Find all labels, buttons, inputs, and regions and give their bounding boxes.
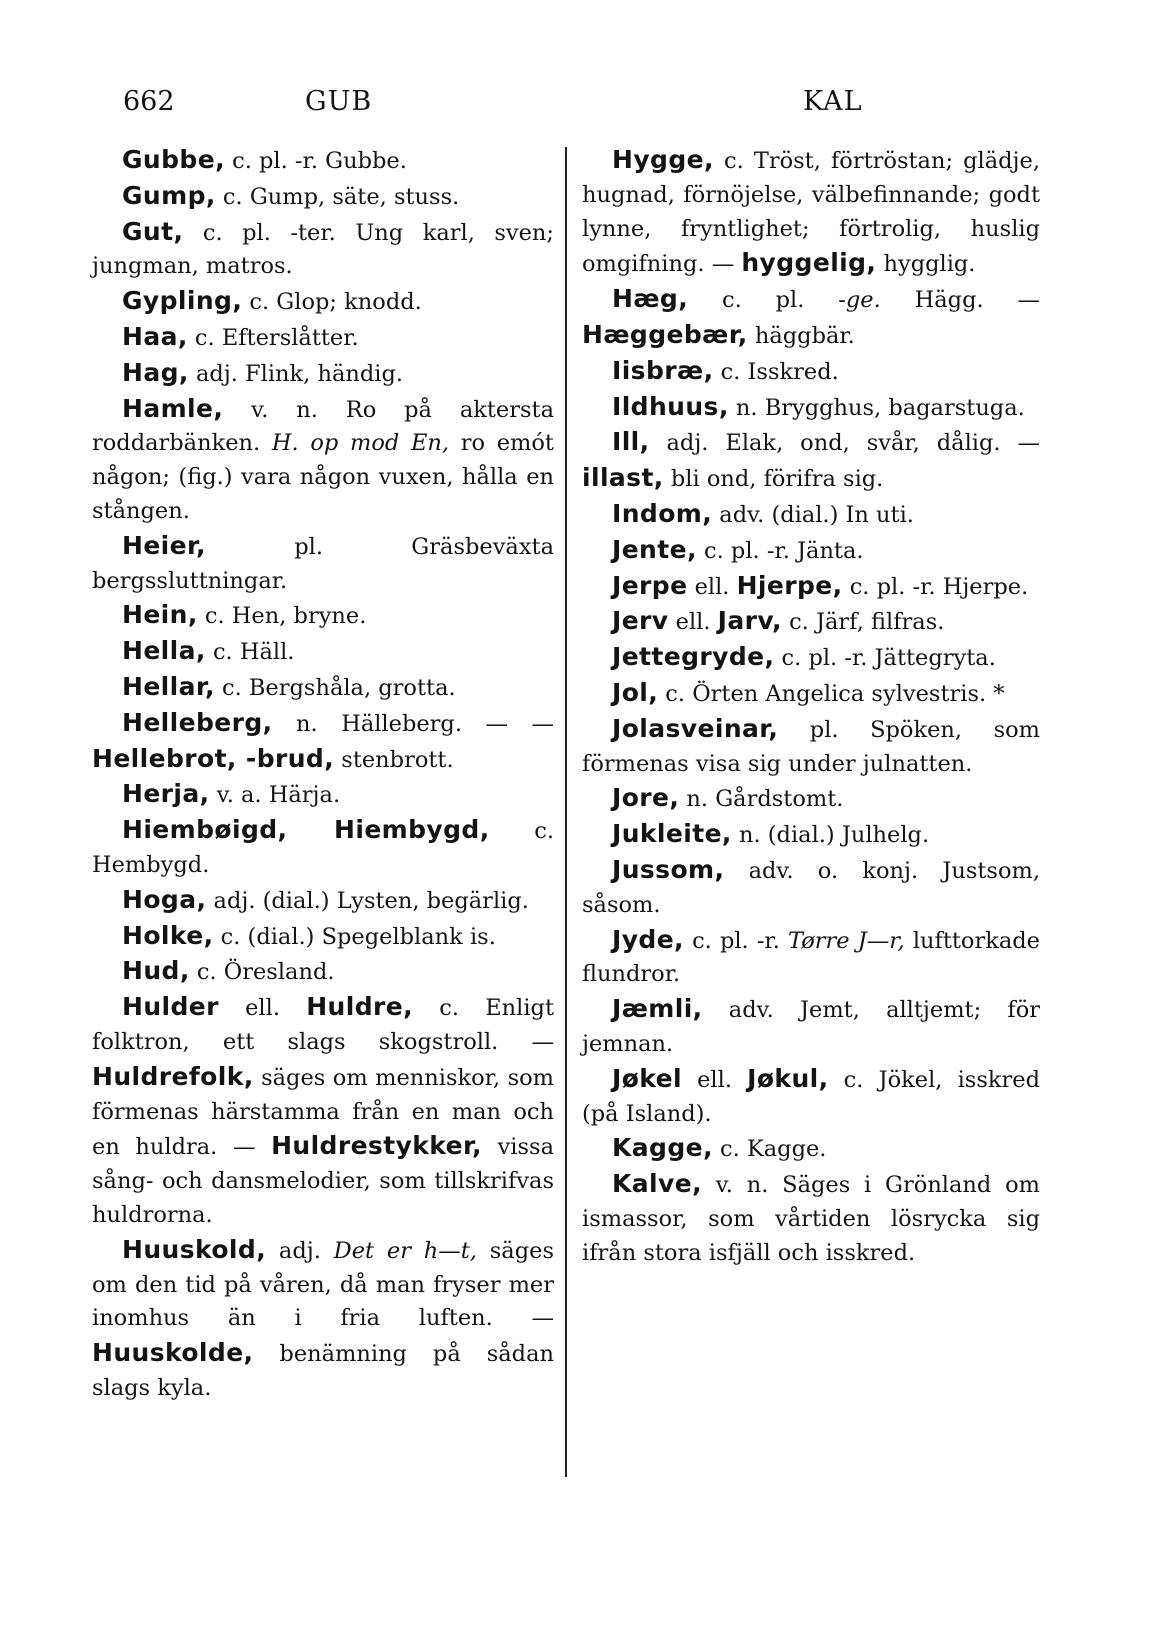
definition-text: c. pl. -r. Gubbe. (224, 148, 407, 174)
headword: Jolasveinar, (612, 713, 779, 743)
definition-text: c. Isskred. (713, 358, 839, 385)
dictionary-entry (582, 853, 1040, 923)
headword: Gubbe, (122, 145, 225, 174)
example-phrase: Det er h—t, (333, 1237, 477, 1264)
headword: Herja, (122, 779, 210, 809)
definition-text: c. Järf, filfras. (781, 609, 945, 636)
definition-text: adj. Flink, händig. (188, 360, 404, 387)
dictionary-entry (92, 670, 554, 706)
headword: Gypling, (122, 286, 243, 316)
dictionary-entry (582, 390, 1040, 426)
definition-text: n. Gårdstomt. (679, 786, 844, 813)
dictionary-entry (582, 569, 1040, 605)
dictionary-entry (92, 777, 554, 813)
definition-text: c. pl. -ter. Ung karl, sven; jungman, matros. (92, 219, 554, 280)
headword: Ildhuus, (612, 391, 729, 421)
headword: Jussom, (612, 854, 725, 884)
dictionary-entry (92, 919, 554, 955)
definition-text: pl. Gräsbeväxta bergssluttningar. (92, 533, 554, 594)
definition-text: pl. Spöken, som förmenas visa sig under julnatten. (582, 716, 1040, 777)
dictionary-entry (582, 497, 1040, 533)
headword: Jol, (612, 677, 659, 707)
headword: Huuskold, (122, 1234, 267, 1264)
definition-text: ell. (681, 1066, 748, 1093)
headword: Gump, (122, 180, 216, 210)
definition-text: adv. o. konj. Justsom, såsom. (582, 857, 1040, 918)
headword: Huuskolde, (92, 1338, 254, 1368)
headword: Jøkul, (747, 1063, 829, 1093)
definition-text: c. Glop; knodd. (242, 289, 422, 316)
example-phrase: -ge. (838, 287, 881, 314)
definition-text: c. Enligt folktron, ett slags skogstroll. — (92, 995, 554, 1055)
definition-text: häggbär. (747, 322, 855, 349)
dictionary-entry (582, 640, 1040, 676)
definition-text: c. Örten Angelica sylvestris. * (658, 680, 1005, 707)
headword: Holke, (122, 920, 214, 950)
dictionary-entry (582, 712, 1040, 782)
definition-text: adj. (dial.) Lysten, begärlig. (206, 887, 529, 914)
dictionary-entry (582, 425, 1040, 497)
headword: Hæggebær, (582, 319, 748, 349)
headword: Hæg, (612, 284, 689, 314)
page-header (0, 86, 1152, 126)
headword: Kagge, (612, 1133, 713, 1163)
page-number: 662 (123, 86, 175, 117)
headword: Hellar, (122, 671, 215, 701)
definition-text: c. Bergshåla, grotta. (214, 674, 456, 701)
definition-text: v. n. Säges i Grönland om ismassor, som vårtiden lösrycka sig ifrån stora isfjäll och isskred. (582, 1172, 1040, 1266)
dictionary-entry (582, 676, 1040, 712)
headword: Huldrestykker, (271, 1131, 482, 1161)
headword: Indom, (612, 498, 713, 528)
headword: Hygge, (612, 145, 714, 174)
headword: Jæmli, (612, 994, 703, 1024)
headword: Hag, (122, 357, 189, 387)
headword: Jerv (612, 606, 669, 636)
definition-text: adj. Elak, ond, svår, dålig. — (649, 430, 1040, 457)
right-column (582, 143, 1040, 1271)
example-phrase: Tørre J—r, (787, 927, 905, 954)
headword: Gut, (122, 216, 184, 246)
headword: Helleberg, (122, 707, 273, 737)
definition-text: c. (dial.) Spegelblank is. (213, 923, 496, 950)
definition-text: v. a. Härja. (209, 782, 341, 809)
right-guideword: KAL (803, 86, 863, 117)
dictionary-entry (582, 1167, 1040, 1270)
headword: Haa, (122, 321, 188, 351)
dictionary-entry (582, 1062, 1040, 1132)
definition-text: c. Hembygd. (92, 818, 555, 878)
definition-text: ell. (687, 573, 737, 600)
definition-text: säges om den tid på våren, då man fryser mer inomhus än i fria luften. — (92, 1237, 554, 1332)
dictionary-entry (92, 320, 554, 356)
headword: Jerpe (612, 570, 688, 600)
dictionary-entry (92, 883, 554, 919)
headword: Hein, (122, 600, 198, 630)
dictionary-entry (92, 392, 554, 529)
definition-text: stenbrott. (334, 746, 454, 773)
headword: Kalve, (612, 1169, 702, 1199)
dictionary-entry (92, 529, 554, 599)
definition-text: c. Öresland. (189, 959, 335, 986)
dictionary-entry (92, 598, 554, 634)
dictionary-entry (92, 634, 554, 670)
headword: Hellebrot, -brud, (92, 743, 335, 773)
definition-text: c. Jökel, isskred (på Island). (582, 1066, 1040, 1127)
dictionary-entry (92, 356, 554, 392)
definition-text: v. n. Ro på aktersta roddarbänken. (92, 396, 554, 457)
definition-text: Hägg. — (880, 287, 1040, 314)
dictionary-entry (92, 706, 554, 778)
headword: Jøkel (612, 1063, 682, 1093)
headword: Jyde, (612, 924, 684, 954)
headword: Ill, (612, 427, 650, 457)
definition-text: ell. (218, 995, 307, 1022)
headword: Jukleite, (612, 819, 732, 849)
definition-text: c. pl. (688, 287, 839, 314)
dictionary-entry (582, 992, 1040, 1062)
headword: Huldrefolk, (92, 1061, 254, 1091)
headword: Hoga, (122, 884, 207, 914)
definition-text: c. pl. -r. Jättegryta. (774, 645, 996, 672)
dictionary-entry (92, 215, 554, 285)
definition-text: adv. (dial.) In uti. (712, 501, 914, 528)
definition-text: c. pl. -r. Hjerpe. (842, 573, 1029, 600)
headword: Hiembøigd, Hiembygd, (122, 815, 490, 845)
dictionary-entry (582, 604, 1040, 640)
headword: Hjerpe, (736, 570, 843, 600)
headword: Hulder (122, 992, 219, 1022)
column-divider (565, 147, 567, 1477)
headword: hyggelig, (741, 248, 877, 278)
left-guideword: GUB (305, 86, 373, 117)
definition-text: adj. (266, 1237, 334, 1264)
headword: Iisbræ, (612, 355, 714, 385)
dictionary-entry (92, 284, 554, 320)
definition-text: c. Kagge. (712, 1136, 827, 1163)
definition-text: c. Efterslåtter. (187, 324, 359, 351)
definition-text: ell. (668, 609, 718, 636)
definition-text: hygglig. (876, 251, 976, 278)
definition-text: ro emót någon; (fig.) vara någon vuxen, hålla en stången. (92, 430, 554, 524)
headword: Jarv, (717, 606, 782, 636)
definition-text: benämning på sådan slags kyla. (92, 1341, 554, 1401)
dictionary-entry (92, 143, 554, 179)
dictionary-entry (92, 990, 554, 1233)
dictionary-entry (92, 1233, 554, 1406)
left-column (92, 143, 554, 1406)
definition-text: n. Brygghus, bagarstuga. (728, 394, 1025, 421)
dictionary-entry (582, 143, 1040, 282)
dictionary-entry (582, 282, 1040, 354)
definition-text: c. Tröst, förtröstan; glädje, hugnad, förnöjelse, välbefinnande; godt lynne, fryntlighet; förtrolig, huslig omgifning. — (582, 148, 1040, 278)
headword: Hud, (122, 956, 190, 986)
dictionary-entry (92, 179, 554, 215)
headword: Jettegryde, (612, 642, 775, 672)
definition-text: c. Gump, säte, stuss. (215, 183, 460, 210)
dictionary-entry (582, 1131, 1040, 1167)
definition-text: säges om menniskor, som förmenas härstamma från en man och en huldra. — (92, 1064, 554, 1161)
definition-text: c. Hen, bryne. (197, 603, 367, 630)
headword: illast, (582, 463, 664, 493)
headword: Hella, (122, 636, 206, 666)
definition-text: adv. Jemt, alltjemt; för jemnan. (582, 997, 1040, 1057)
definition-text: c. Häll. (205, 639, 295, 666)
definition-text: c. pl. -r. Jänta. (696, 537, 864, 564)
headword: Jente, (612, 534, 697, 564)
definition-text: vissa sång- och dansmelodier, som tillskrifvas huldrorna. (92, 1134, 554, 1228)
headword: Hamle, (122, 393, 224, 423)
definition-text: n. Hälleberg. — — (272, 710, 554, 737)
definition-text: n. (dial.) Julhelg. (731, 822, 930, 849)
example-phrase: H. op mod En, (271, 430, 450, 457)
dictionary-entry (582, 354, 1040, 390)
headword: Jore, (612, 783, 680, 813)
headword: Huldre, (306, 992, 413, 1022)
headword: Heier, (122, 530, 206, 560)
definition-text: c. pl. -r. (683, 927, 788, 954)
definition-text: bli ond, förifra sig. (663, 466, 884, 493)
dictionary-entry (582, 817, 1040, 853)
definition-text: lufttorkade flundror. (582, 927, 1040, 988)
dictionary-entry (582, 781, 1040, 817)
dictionary-entry (92, 813, 554, 883)
dictionary-entry (92, 954, 554, 990)
dictionary-entry (582, 923, 1040, 993)
dictionary-entry (582, 533, 1040, 569)
